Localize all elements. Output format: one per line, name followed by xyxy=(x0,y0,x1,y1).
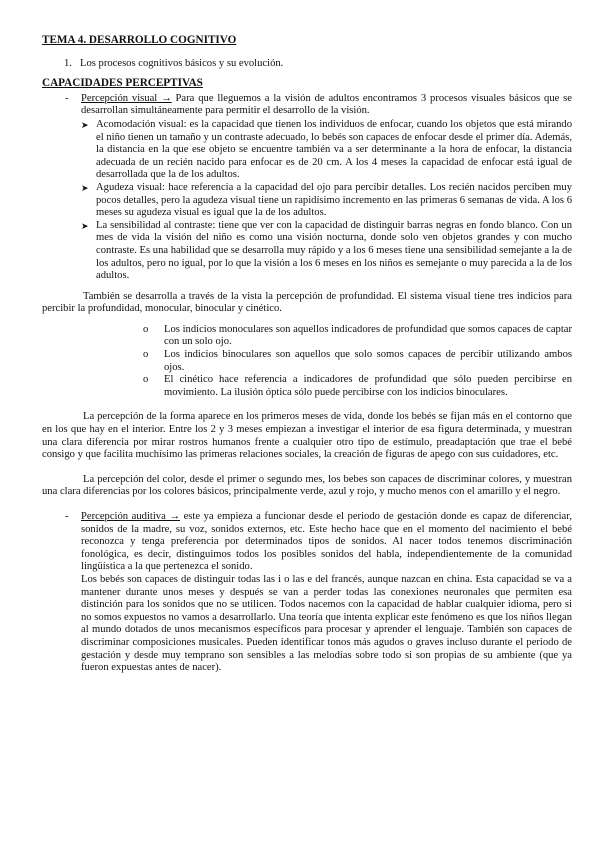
visual-perception-lead: Percepción visual → xyxy=(81,92,172,104)
list-item-text: Los indicios monoculares son aquellos indicadores de profundidad que somos capaces de captar con un solo ojo. xyxy=(164,323,572,348)
arrow-bullet-icon: ➤ xyxy=(81,182,89,193)
list-item xyxy=(81,220,572,283)
list-item-text: El cinético hace referencia a indicadores de profundidad que sólo pueden percibirse en movimiento. La ilusión óptica sólo puede percibirse con los indicios binoculares. xyxy=(164,374,572,398)
visual-perception-intro: Para que lleguemos a la visión de adultos encontramos 3 procesos visuales básicos que se desarrollan simultáneamente para permitir el desarrollo de la visión. xyxy=(81,92,572,117)
list-number: 1. xyxy=(64,57,72,69)
list-item xyxy=(81,119,572,182)
page-title: TEMA 4. DESARROLLO COGNITIVO xyxy=(42,34,237,46)
visual-perception-block xyxy=(42,93,572,283)
depth-cues-list xyxy=(143,324,572,400)
auditory-paragraph-1: este ya empieza a funcionar desde el periodo de gestación donde es capaz de diferenciar, sonidos de la madre, su voz, sonidos externos, etc. Este hecho hace que en el momento del nacimiento el bebé reconozca y tenga preferencia por determinados tipos de sonidos. Al nacer todos tenemos discriminación fonológica, es decir, distinguimos todos los posibles sonidos del habla, independientemente de la comunidad lingüística a la que pertenezca el sonido. xyxy=(81,511,573,573)
numbered-list xyxy=(64,58,572,71)
circle-bullet-icon: o xyxy=(143,349,149,361)
arrow-bullet-icon: ➤ xyxy=(81,119,89,130)
list-item-text: Los indicios binoculares son aquellos que solo somos capaces de percibir utilizando ambos ojos. xyxy=(164,349,572,373)
list-item xyxy=(143,349,572,374)
auditory-perception-block xyxy=(42,511,572,675)
section-heading: CAPACIDADES PERCEPTIVAS xyxy=(42,77,203,90)
list-item xyxy=(143,324,572,349)
dash-bullet-icon: - xyxy=(65,511,69,522)
form-perception-paragraph: La percepción de la forma aparece en los primeros meses de vida, donde los bebés se fijan más en el contorno que en los que hay en el interior. Entre los 2 y 3 meses empiezan a investigar el interior de esa figura determinada, y muestran una clara diferencia por mirar rostros humanos frente a cualquier otro tipo de estímulo, preadaptación que trae el bebé consigo y que facilita muchísimo las primeras relaciones sociales, la creación de figuras de apego con sus cuidadores, etc. xyxy=(42,411,572,461)
visual-process-list xyxy=(81,119,572,283)
list-item-text: La sensibilidad al contraste: tiene que ver con la capacidad de distinguir barras negras en fondo blanco. Con un mes de vida la visión del niño es como una visión nocturna, donde solo ven objetos grandes y con mucho contraste. Es una habilidad que se desarrolla muy rápido y a los 6 meses tiene una sensibilidad semejante a la de los adultos, pero no igual, por lo que la visión a los 6 meses en los niños es semejante o muy parecida a la de los adultos. xyxy=(96,219,572,282)
depth-paragraph: También se desarrolla a través de la vista la percepción de profundidad. El sistema visual tiene tres indicios para percibir la profundidad, monocular, binocular y cinético. xyxy=(42,290,572,315)
list-item-text: Agudeza visual: hace referencia a la capacidad del ojo para percibir detalles. Los recién nacidos perciben muy pocos detalles, pero la agudeza visual tiene un rapidísimo incremento en las primeras 6 semanas de vida. A los 6 meses su agudeza visual es igual que la de los adultos. xyxy=(96,181,572,219)
list-item-text: Los procesos cognitivos básicos y su evolución. xyxy=(80,57,284,69)
list-item xyxy=(143,374,572,399)
color-perception-paragraph: La percepción del color, desde el primer o segundo mes, los bebes son capaces de discriminar colores, y muestran una clara diferencias por los colores básicos, principalmente verde, azul y rojo, y mucho menos con el amarillo y el negro. xyxy=(42,473,572,498)
arrow-bullet-icon: ➤ xyxy=(81,220,89,231)
dash-bullet-icon: - xyxy=(65,92,69,104)
list-item xyxy=(64,58,572,71)
auditory-perception-lead: Percepción auditiva → xyxy=(81,511,180,522)
auditory-paragraph-2: Los bebés son capaces de distinguir todas las i o las e del francés, aunque nazcan en china. Esta capacidad se va a mantener durante unos meses y después se van a perder todas las conexiones neuronales que permiten esa distinción para los sonidos que no se utilicen. Todos nacemos con la capacidad de hablar cualquier idioma, pero si no somos expuestos no vamos a desarrollarlo. Una teoría que intenta explicar este fenómeno es que los niños llegan al mundo dotados de unos mecanismos específicos para procesar y aprender el lenguaje. También son capaces de discriminar composiciones musicales. Pueden identificar tonos más agudos o graves incluso durante el periodo de gestación y desde muy temprano son sensibles a las melodías sobre todo si son propias de su ambiente (que ya fueron expuestas antes de nacer). xyxy=(81,573,572,674)
circle-bullet-icon: o xyxy=(143,374,149,386)
circle-bullet-icon: o xyxy=(143,323,149,335)
list-item-text: Acomodación visual: es la capacidad que tienen los individuos de enfocar, cuando los objetos que está mirando el niño tienen un tamaño y un contraste adecuado, lo bebés son capaces de enfocar desde el primer día. Además, la distancia en la que ese objeto se encuentre también va a ser determinante a la hora de enfocar, la distancia adecuada de un recién nacido para enfocar es de 20 cm. A los 4 meses la capacidad de enfocar está igual de desarrollada que la de los adultos. xyxy=(96,118,572,181)
list-item xyxy=(81,182,572,220)
